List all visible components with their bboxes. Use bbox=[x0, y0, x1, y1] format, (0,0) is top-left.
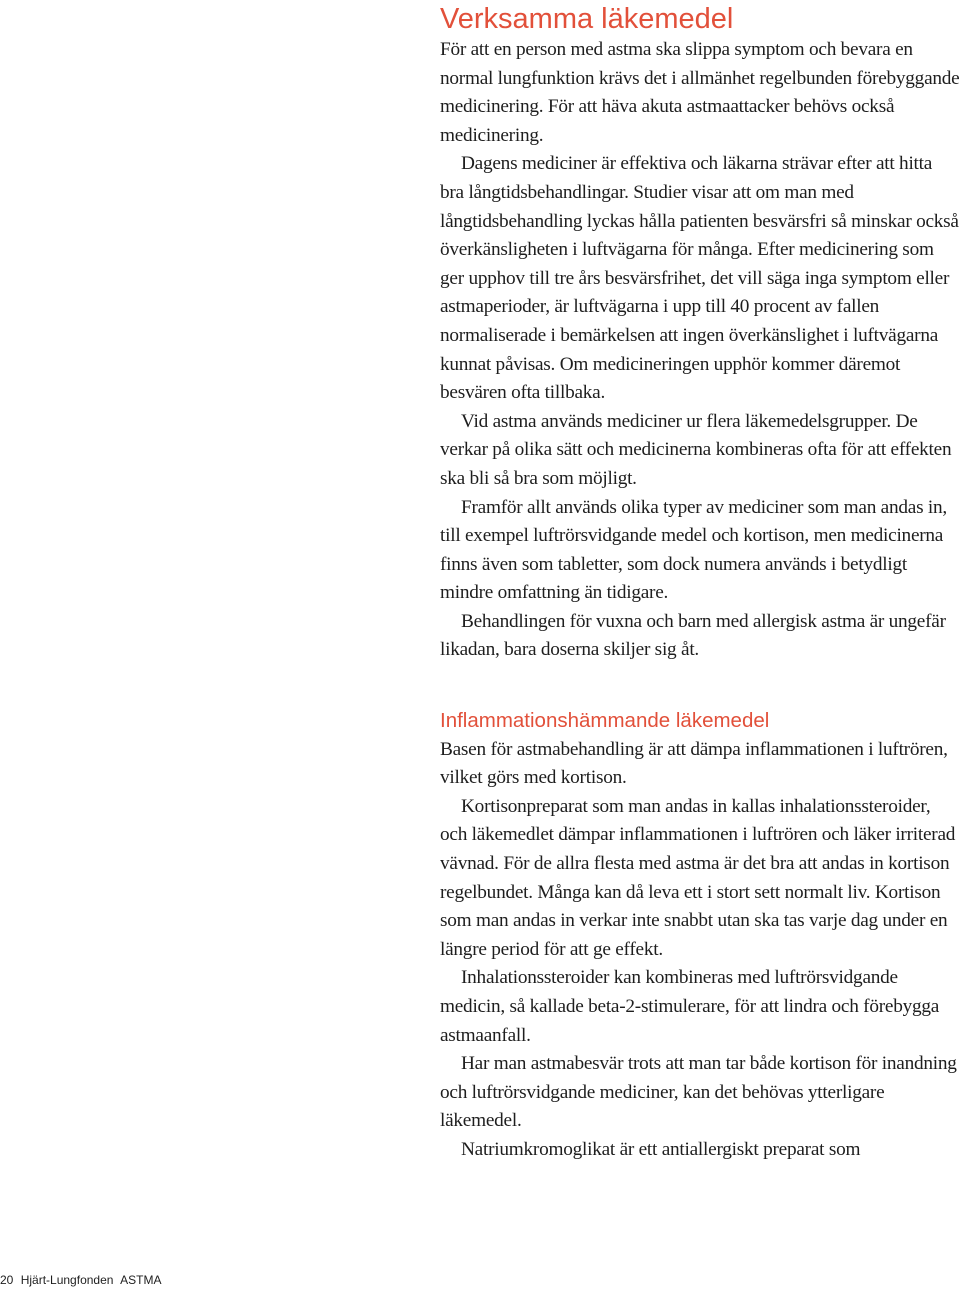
paragraph: Basen för astmabehandling är att dämpa inflammationen i luftrören, vilket görs med kortison. bbox=[440, 738, 948, 789]
section-body-verksamma-lakemedel bbox=[440, 36, 960, 665]
paragraph: Behandlingen för vuxna och barn med allergisk astma är ungefär likadan, bara doserna skiljer sig åt. bbox=[440, 610, 946, 661]
publisher-name: Hjärt-Lungfonden bbox=[20, 1273, 114, 1287]
paragraph: Dagens mediciner är effektiva och läkarna strävar efter att hitta bra långtidsbehandlingar. Studier visar att om man med långtidsbehandling lyckas hålla patienten besvärsfri så minskar också överkänsligheten i luftvägarna för många. Efter medicinering som ger upphov till tre års besvärsfrihet, det vill säga inga symptom eller astmaperioder, är luftvägarna i upp till 40 procent av fallen normaliserade i bemärkelsen att ingen överkänslighet i luftvägarna kunnat påvisas. Om medicineringen upphör kommer däremot besvären ofta tillbaka. bbox=[440, 153, 959, 404]
section-inflammationshammande bbox=[440, 707, 960, 1165]
paragraph: Kortisonpreparat som man andas in kallas inhalationssteroider, och läkemedlet dämpar inflammationen i luftrören och läker irriterad vävnad. För de allra flesta med astma är det bra att andas in kortison regelbundet. Många kan då leva ett i stort sett normalt liv. Kortison som man andas in verkar inte snabbt utan ska tas varje dag under en längre period för att ge effekt. bbox=[440, 795, 956, 960]
paragraph: Har man astmabesvär trots att man tar både kortison för inandning och luftrörsvidgande mediciner, kan det behövas ytterligare läkemedel. bbox=[440, 1053, 957, 1132]
paragraph: Natriumkromoglikat är ett antiallergiskt preparat som bbox=[461, 1138, 861, 1160]
text-column bbox=[440, 0, 960, 1165]
page-footer bbox=[0, 1272, 161, 1292]
paragraph: Framför allt används olika typer av mediciner som man andas in, till exempel luftrörsvidgande medel och kortison, men medicinerna finns även som tabletter, som dock numera används i betydligt mindre omfattning än tidigare. bbox=[440, 496, 947, 604]
paragraph: Inhalationssteroider kan kombineras med luftrörsvidgande medicin, så kallade beta-2-stimulerare, för att lindra och förebygga astmaanfall. bbox=[440, 967, 940, 1046]
section-heading-verksamma-lakemedel: Verksamma läkemedel bbox=[440, 3, 734, 35]
publication-title: ASTMA bbox=[120, 1273, 162, 1287]
page-number: 20 bbox=[0, 1273, 14, 1287]
section-heading-inflammationshammande: Inflammationshämmande läkemedel bbox=[440, 709, 770, 733]
paragraph: Vid astma används mediciner ur flera läkemedelsgrupper. De verkar på olika sätt och medicinerna kombineras ofta för att effekten ska bli så bra som möjligt. bbox=[440, 410, 952, 489]
paragraph: För att en person med astma ska slippa symptom och bevara en normal lungfunktion krävs det i allmänhet regelbunden förebyggande medicinering. För att häva akuta astmaattacker behövs också medicinering. bbox=[440, 39, 960, 146]
